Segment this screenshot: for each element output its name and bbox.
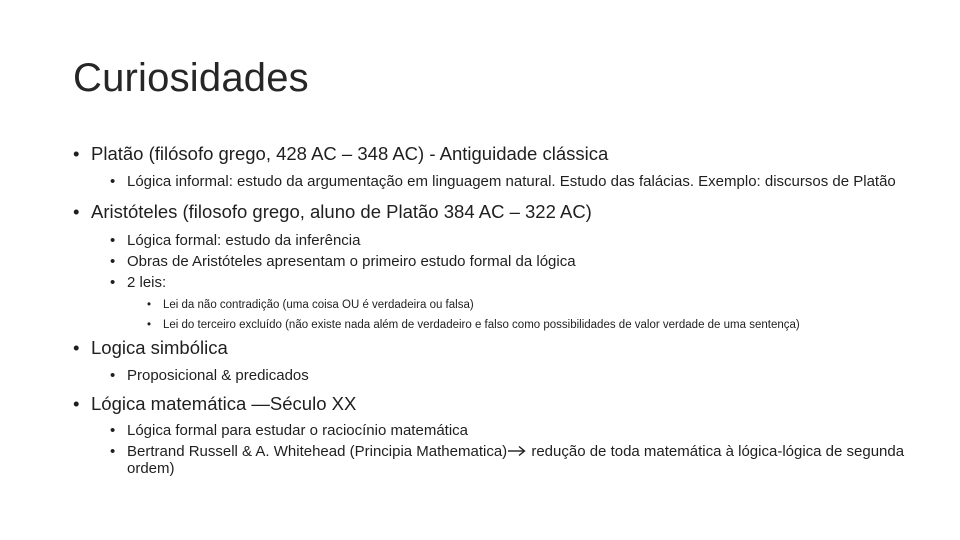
bullet-text: 2 leis: [127, 274, 167, 291]
bullet-glyph: • [110, 422, 116, 439]
bullet-text-before: Bertrand Russell & A. Whitehead (Principia Mathematica) [127, 443, 508, 460]
bullet-glyph: • [147, 299, 152, 311]
bullet-platao [73, 143, 933, 165]
bullet-glyph: • [73, 393, 80, 414]
sub-sub-bullet-terceiro-excluido [73, 319, 933, 331]
sub-bullet-proposicional [73, 368, 933, 384]
bullet-aristoteles [73, 201, 933, 223]
sub-bullet-logica-informal [73, 174, 933, 190]
bullet-glyph: • [73, 201, 80, 222]
sub-bullet-obras-aristoteles [73, 254, 933, 270]
slide-content [73, 140, 933, 477]
bullet-text: Obras de Aristóteles apresentam o primeiro estudo formal da lógica [127, 253, 576, 270]
bullet-text: Aristóteles (filosofo grego, aluno de Platão 384 AC – 322 AC) [91, 201, 592, 222]
bullet-text: Platão (filósofo grego, 428 AC – 348 AC) - Antiguidade clássica [91, 143, 609, 164]
bullet-text: Lógica informal: estudo da argumentação em linguagem natural. Estudo das falácias. Exemplo: discursos de Platão [127, 173, 896, 190]
bullet-glyph: • [73, 143, 80, 164]
sub-bullet-russell-whitehead [73, 444, 933, 477]
bullet-logica-simbolica [73, 337, 933, 359]
bullet-glyph: • [110, 367, 116, 384]
right-arrow-icon [507, 445, 527, 461]
bullet-text: Logica simbólica [91, 337, 228, 358]
bullet-glyph: • [73, 337, 80, 358]
bullet-glyph: • [110, 173, 116, 190]
bullet-glyph: • [110, 443, 116, 460]
sub-bullet-logica-formal [73, 233, 933, 249]
bullet-text: Lógica matemática —Século XX [91, 393, 357, 414]
bullet-glyph: • [110, 253, 116, 270]
bullet-text: Lei do terceiro excluído (não existe nada além de verdadeiro e falso como possibilidades de valor verdade de uma sentença) [163, 319, 800, 331]
bullet-text: Lei da não contradição (uma coisa OU é verdadeira ou falsa) [163, 299, 474, 311]
bullet-text-after: redução de toda matemática à lógica-lógica de segunda ordem) [127, 443, 905, 477]
bullet-text: Lógica formal: estudo da inferência [127, 232, 361, 249]
bullet-glyph: • [110, 274, 116, 291]
bullet-glyph: • [110, 232, 116, 249]
sub-sub-bullet-nao-contradicao [73, 299, 933, 311]
bullet-glyph: • [147, 319, 152, 331]
slide-title: Curiosidades [73, 56, 309, 100]
sub-bullet-logica-formal-matematica [73, 423, 933, 439]
bullet-logica-matematica [73, 393, 933, 415]
sub-bullet-2-leis [73, 275, 933, 291]
bullet-text: Lógica formal para estudar o raciocínio matemática [127, 422, 469, 439]
bullet-text: Proposicional & predicados [127, 367, 309, 384]
